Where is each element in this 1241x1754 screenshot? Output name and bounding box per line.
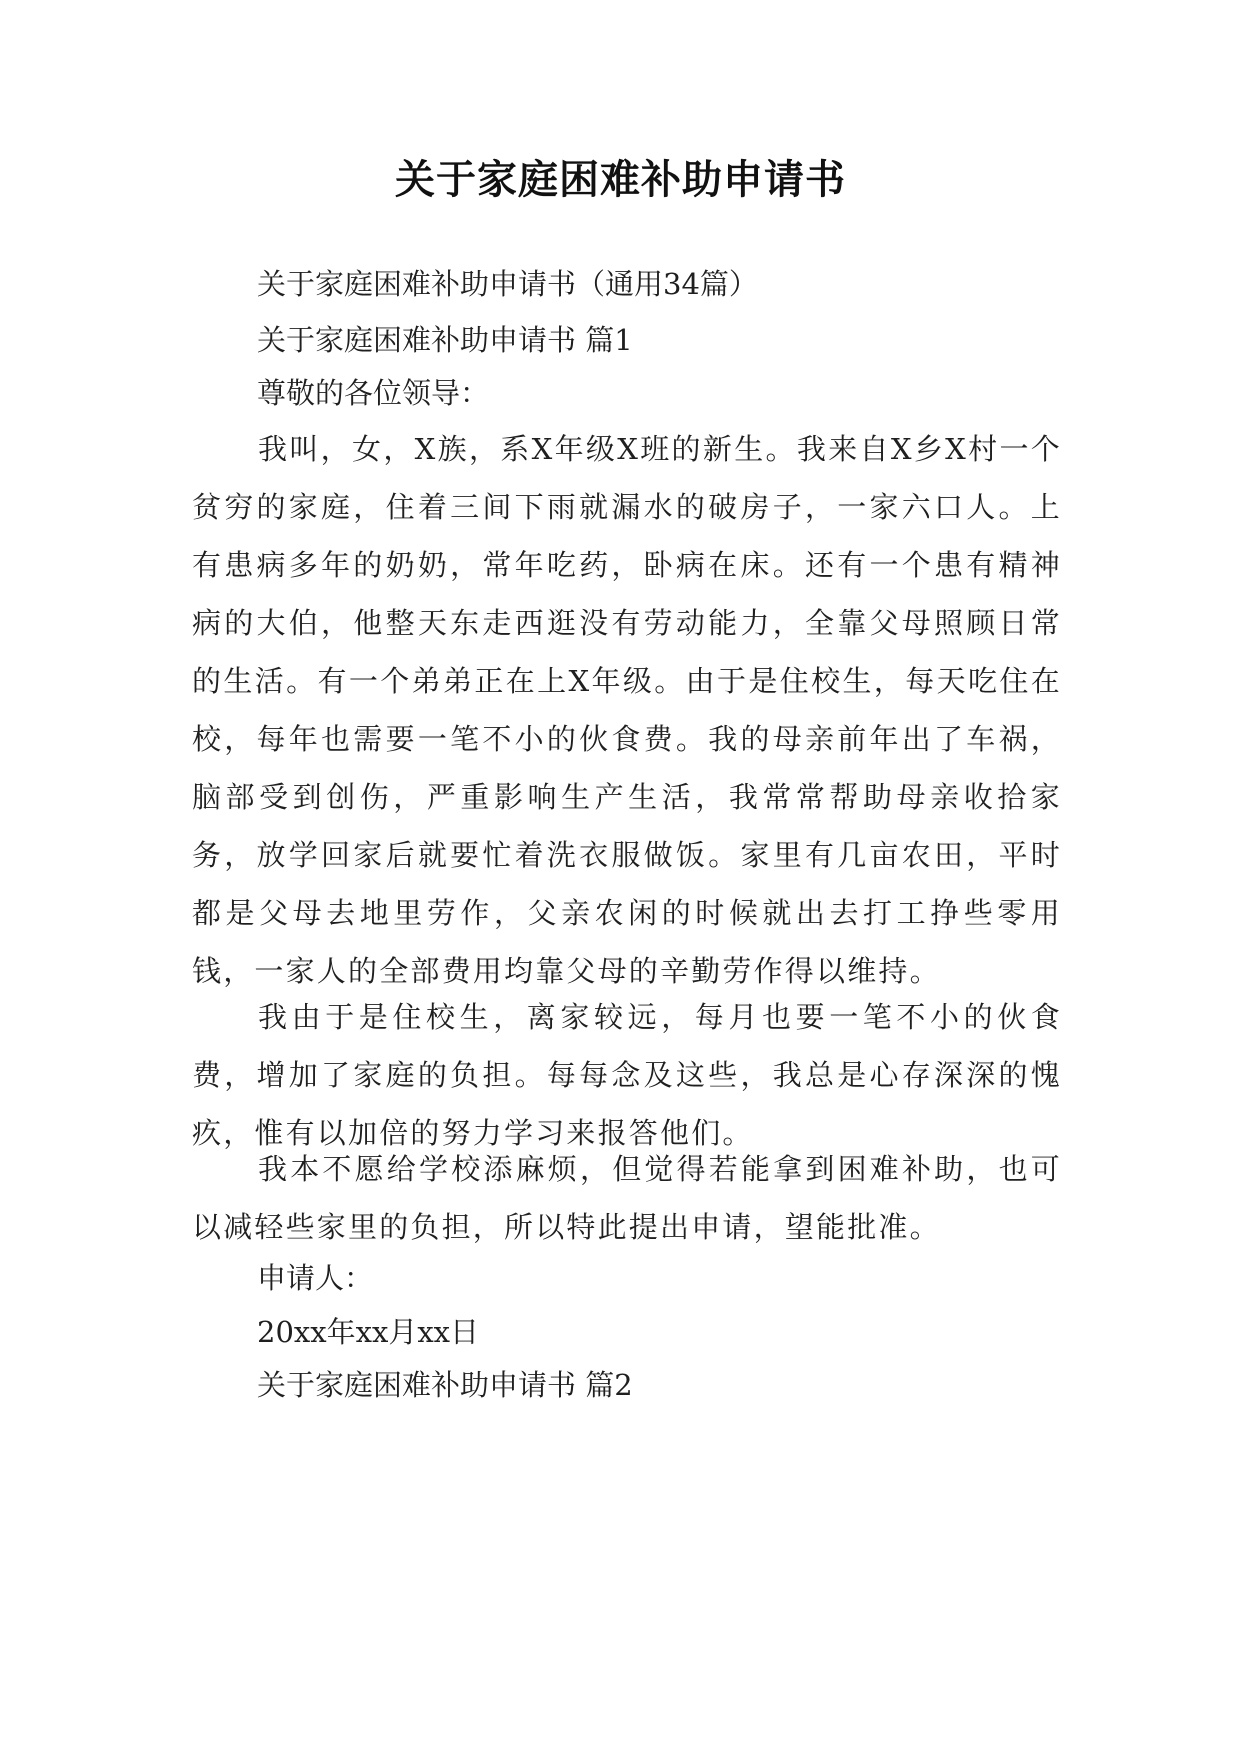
- section-2-heading: 关于家庭困难补助申请书 篇2: [257, 1368, 633, 1402]
- paragraph-boarding-burden: 我由于是住校生，离家较远，每月也要一笔不小的伙食费，增加了家庭的负担。每每念及这些，我总是心存深深的愧疚，惟有以加倍的努力学习来报答他们。: [192, 1000, 1062, 1150]
- paragraph-request: 我本不愿给学校添麻烦，但觉得若能拿到困难补助，也可以减轻些家里的负担，所以特此提出申请，望能批准。: [192, 1152, 1062, 1244]
- section-1-heading: 关于家庭困难补助申请书 篇1: [257, 323, 633, 357]
- salutation: 尊敬的各位领导：: [257, 376, 490, 410]
- document-title: 关于家庭困难补助申请书: [395, 157, 846, 203]
- applicant-label: 申请人：: [257, 1261, 374, 1295]
- document-subtitle: 关于家庭困难补助申请书（通用34篇）: [257, 267, 758, 301]
- paragraph-family-situation: 我叫，女，X族，系X年级X班的新生。我来自X乡X村一个贫穷的家庭，住着三间下雨就漏水的破房子，一家六口人。上有患病多年的奶奶，常年吃药，卧病在床。还有一个患有精神病的大伯，他整天东走西逛没有劳动能力，全靠父母照顾日常的生活。有一个弟弟正在上X年级。由于是住校生，每天吃住在校，每年也需要一笔不小的伙食费。我的母亲前年出了车祸，脑部受到创伤，严重影响生产生活，我常常帮助母亲收拾家务，放学回家后就要忙着洗衣服做饭。家里有几亩农田，平时都是父母去地里劳作，父亲农闲的时候就出去打工挣些零用钱，一家人的全部费用均靠父母的辛勤劳作得以维持。: [192, 432, 1062, 988]
- application-date: 20xx年xx月xx日: [257, 1315, 480, 1349]
